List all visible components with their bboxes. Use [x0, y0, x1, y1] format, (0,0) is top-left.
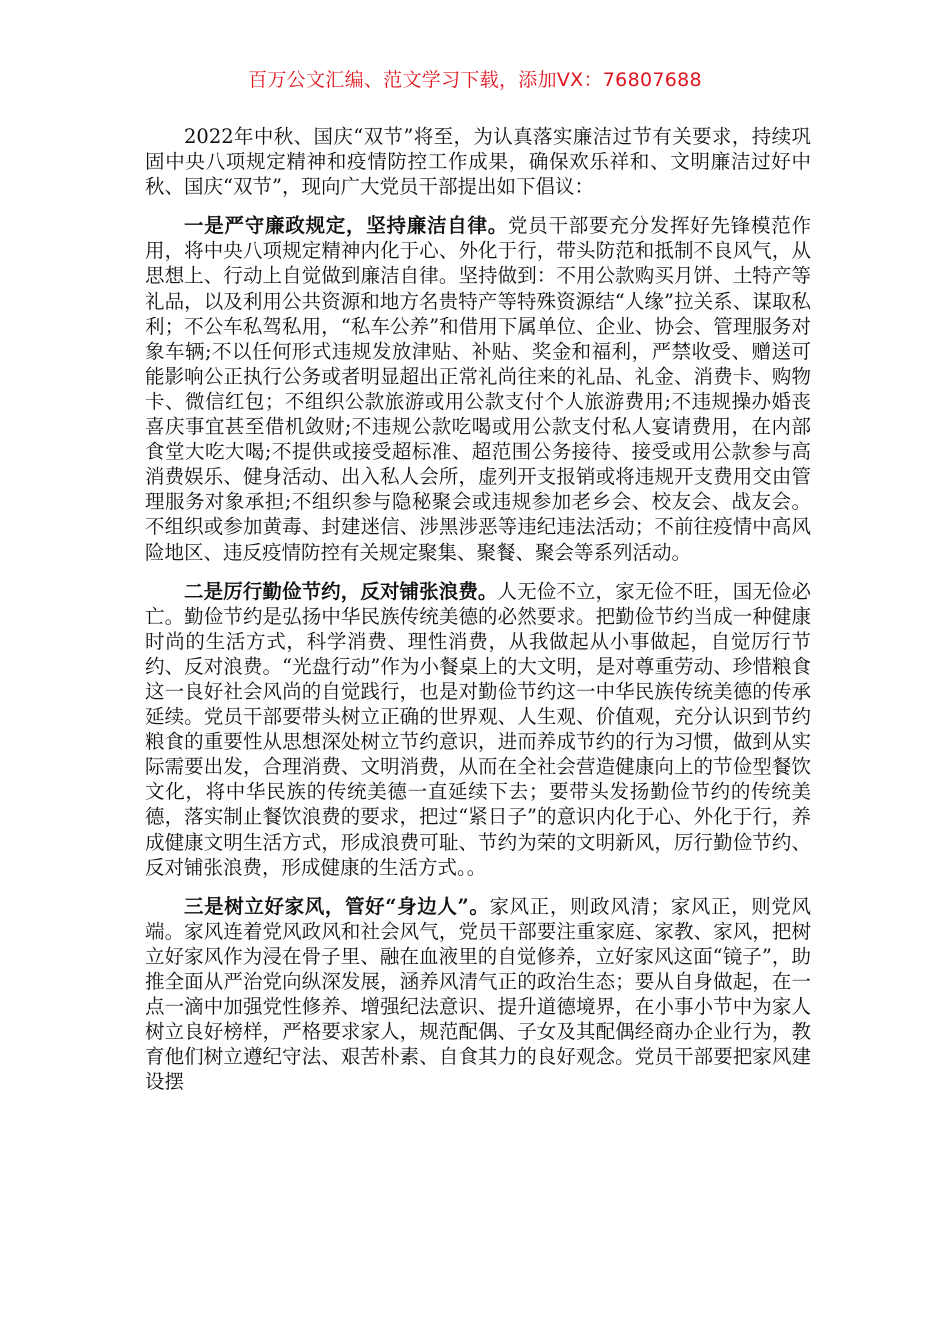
paragraph-point-3: [145, 894, 811, 1095]
paragraph-text: 2022年中秋、国庆“双节”将至，为认真落实廉洁过节有关要求，持续巩固中央八项规定精神和疫情防控工作成果，确保欢乐祥和、文明廉洁过好中秋、国庆“双节”，现向广大党员干部提出如下倡议：: [145, 125, 811, 199]
paragraph-point-1: [145, 213, 811, 564]
paragraph-text: 家风正，则政风清；家风正，则党风端。家风连着党风政风和社会风气，党员干部要注重家庭、家教、家风，把树立好家风作为浸在骨子里、融在血液里的自觉修养，立好家风这面“镜子”，助推全面从严治党向纵深发展，涵养风清气正的政治生态；要从自身做起，在一点一滴中加强党性修养、增强纪法意识、提升道德境界，在小事小节中为家人树立良好榜样，严格要求家人，规范配偶、子女及其配偶经商办企业行为，教育他们树立遵纪守法、艰苦朴素、自食其力的良好观念。党员干部要把家风建设摆: [145, 894, 811, 1094]
paragraph-intro: [145, 124, 811, 199]
paragraph-text: 人无俭不立，家无俭不旺，国无俭必亡。勤俭节约是弘扬中华民族传统美德的必然要求。把勤俭节约当成一种健康时尚的生活方式，科学消费、理性消费，从我做起从小事做起，自觉厉行节约、反对浪费。“光盘行动”作为小餐桌上的大文明，是对尊重劳动、珍惜粮食这一良好社会风尚的自觉践行，也是对勤俭节约这一中华民族传统美德的传承延续。党员干部要带头树立正确的世界观、人生观、价值观，充分认识到节约粮食的重要性从思想深处树立节约意识，进而养成节约的行为习惯，做到从实际需要出发，合理消费、文明消费，从而在全社会营造健康向上的节俭型餐饮文化，将中华民族的传统美德一直延续下去；要带头发扬勤俭节约的传统美德，落实制止餐饮浪费的要求，把过“紧日子”的意识内化于心、外化于行，养成健康文明生活方式，形成浪费可耻、节约为荣的文明新风，厉行勤俭节约、反对铺张浪费，形成健康的生活方式。。: [145, 579, 811, 879]
paragraph-lead: 三是树立好家风，管好“身边人”。: [184, 894, 490, 918]
paragraph-lead: 一是严守廉政规定，坚持廉洁自律。: [184, 214, 508, 238]
promo-header: 百万公文汇编、范文学习下载，添加VX：76807688: [248, 69, 702, 91]
paragraph-point-2: [145, 579, 811, 880]
document-body: [145, 124, 811, 1108]
paragraph-text: 党员干部要充分发挥好先锋模范作用，将中央八项规定精神内化于心、外化于行，带头防范和抵制不良风气，从思想上、行动上自觉做到廉洁自律。坚持做到：不用公款购买月饼、土特产等礼品，以及利用公共资源和地方名贵特产等特殊资源结“人缘”拉关系、谋取私利；不公车私驾私用，“私车公养”和借用下属单位、企业、协会、管理服务对象车辆;不以任何形式违规发放津贴、补贴、奖金和福利，严禁收受、赠送可能影响公正执行公务或者明显超出正常礼尚往来的礼品、礼金、消费卡、购物卡、微信红包；不组织公款旅游或用公款支付个人旅游费用;不违规操办婚丧喜庆事宜甚至借机敛财;不违规公款吃喝或用公款支付私人宴请费用，在内部食堂大吃大喝;不提供或接受超标准、超范围公务接待、接受或用公款参与高消费娱乐、健身活动、出入私人会所，虚列开支报销或将违规开支费用交由管理服务对象承担;不组织参与隐秘聚会或违规参加老乡会、校友会、战友会。不组织或参加黄毒、封建迷信、涉黑涉恶等违纪违法活动；不前往疫情中高风险地区、违反疫情防控有关规定聚集、聚餐、聚会等系列活动。: [145, 214, 811, 564]
paragraph-lead: 二是厉行勤俭节约，反对铺张浪费。: [184, 579, 498, 603]
